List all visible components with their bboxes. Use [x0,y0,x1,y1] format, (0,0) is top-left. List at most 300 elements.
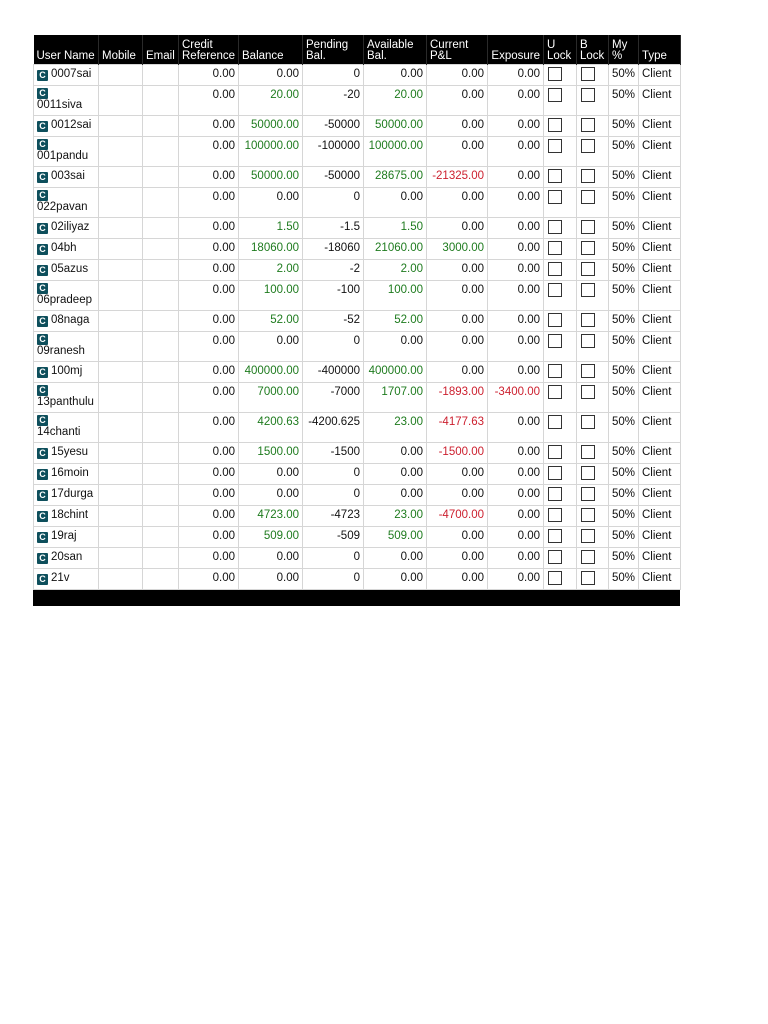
cell-user-name[interactable] [34,506,99,527]
cell-current-pl: -4177.63 [427,413,488,443]
cell-balance: 0.00 [239,188,303,218]
user-list-panel [33,35,680,606]
cell-pending-bal: -1.5 [303,218,364,239]
user-name-link[interactable]: 15yesu [51,446,89,458]
user-name-link[interactable]: 21v [51,572,70,584]
cell-exposure: 0.00 [488,281,544,311]
cell-b-lock [577,506,609,527]
user-name-link[interactable]: 18chint [51,509,89,521]
col-header-credit-reference[interactable]: Credit Reference [179,35,239,65]
cell-current-pl: -4700.00 [427,506,488,527]
u-lock-checkbox[interactable] [548,190,562,204]
b-lock-checkbox[interactable] [581,364,595,378]
cell-balance: 50000.00 [239,167,303,188]
cell-my-percent: 50% [609,218,639,239]
cell-current-pl: 0.00 [427,548,488,569]
cell-type: Client [639,167,681,188]
cell-current-pl: 0.00 [427,86,488,116]
cell-pending-bal: -7000 [303,383,364,413]
cell-type: Client [639,569,681,590]
table-row[interactable] [34,65,681,86]
user-name-link[interactable]: 003sai [51,170,85,182]
cell-current-pl: 0.00 [427,116,488,137]
cell-email [143,527,179,548]
cell-pending-bal: -20 [303,86,364,116]
cell-balance: 0.00 [239,464,303,485]
cell-exposure: 0.00 [488,260,544,281]
user-name-link[interactable]: 16moin [51,467,89,479]
cell-type: Client [639,443,681,464]
cell-email [143,260,179,281]
cell-u-lock [544,464,577,485]
cell-b-lock [577,311,609,332]
cell-available-bal: 0.00 [364,332,427,362]
col-header-u-lock[interactable]: U Lock [544,35,577,65]
cell-type: Client [639,413,681,443]
cell-balance: 52.00 [239,311,303,332]
user-name-link[interactable]: 19raj [51,530,77,542]
cell-available-bal: 0.00 [364,569,427,590]
cell-my-percent: 50% [609,332,639,362]
user-name-link[interactable]: 0012sai [51,119,92,131]
cell-credit-reference[interactable]: 0.00 [179,569,239,590]
b-lock-checkbox[interactable] [581,118,595,132]
col-header-my-percent[interactable]: My % [609,35,639,65]
cell-exposure: 0.00 [488,65,544,86]
cell-balance: 1500.00 [239,443,303,464]
cell-available-bal: 23.00 [364,413,427,443]
cell-exposure: 0.00 [488,311,544,332]
client-badge-icon: C [37,385,48,396]
table-row[interactable] [34,137,681,167]
cell-user-name[interactable] [34,116,99,137]
b-lock-checkbox[interactable] [581,88,595,102]
cell-type: Client [639,239,681,260]
cell-available-bal: 20.00 [364,86,427,116]
table-row[interactable] [34,86,681,116]
cell-user-name[interactable] [34,413,99,443]
cell-credit-reference[interactable]: 0.00 [179,281,239,311]
b-lock-checkbox[interactable] [581,550,595,564]
cell-user-name[interactable] [34,260,99,281]
user-name-link[interactable]: 06pradeep [37,294,92,306]
b-lock-checkbox[interactable] [581,571,595,585]
cell-type: Client [639,464,681,485]
client-badge-icon: C [37,70,48,81]
col-header-balance[interactable]: Balance [239,35,303,65]
cell-u-lock [544,86,577,116]
cell-balance: 100.00 [239,281,303,311]
cell-current-pl: 0.00 [427,137,488,167]
cell-user-name[interactable] [34,188,99,218]
cell-available-bal: 52.00 [364,311,427,332]
cell-available-bal: 0.00 [364,65,427,86]
cell-b-lock [577,443,609,464]
table-row[interactable] [34,239,681,260]
table-row[interactable] [34,260,681,281]
cell-my-percent: 50% [609,443,639,464]
cell-credit-reference[interactable]: 0.00 [179,218,239,239]
cell-credit-reference[interactable]: 0.00 [179,86,239,116]
b-lock-checkbox[interactable] [581,415,595,429]
cell-user-name[interactable] [34,137,99,167]
cell-credit-reference[interactable]: 0.00 [179,506,239,527]
client-badge-icon: C [37,265,48,276]
cell-available-bal: 0.00 [364,443,427,464]
user-name-link[interactable]: 13panthulu [37,396,94,408]
table-row[interactable] [34,362,681,383]
cell-pending-bal: 0 [303,569,364,590]
col-header-mobile[interactable]: Mobile [99,35,143,65]
user-name-link[interactable]: 100mj [51,365,83,377]
b-lock-checkbox[interactable] [581,385,595,399]
table-row[interactable] [34,383,681,413]
cell-available-bal: 400000.00 [364,362,427,383]
cell-balance: 7000.00 [239,383,303,413]
u-lock-checkbox[interactable] [548,508,562,522]
cell-u-lock [544,362,577,383]
cell-balance: 4200.63 [239,413,303,443]
cell-current-pl: 0.00 [427,527,488,548]
u-lock-checkbox[interactable] [548,169,562,183]
cell-current-pl: 0.00 [427,332,488,362]
col-header-email[interactable]: Email [143,35,179,65]
cell-type: Client [639,485,681,506]
cell-u-lock [544,116,577,137]
cell-my-percent: 50% [609,485,639,506]
cell-b-lock [577,383,609,413]
u-lock-checkbox[interactable] [548,241,562,255]
cell-mobile [99,362,143,383]
u-lock-checkbox[interactable] [548,385,562,399]
u-lock-checkbox[interactable] [548,139,562,153]
u-lock-checkbox[interactable] [548,283,562,297]
cell-balance: 18060.00 [239,239,303,260]
table-row[interactable] [34,332,681,362]
col-header-user-name[interactable]: User Name [34,35,99,65]
cell-mobile [99,485,143,506]
cell-credit-reference[interactable]: 0.00 [179,260,239,281]
client-badge-icon: C [37,553,48,564]
cell-my-percent: 50% [609,65,639,86]
cell-email [143,383,179,413]
u-lock-checkbox[interactable] [548,88,562,102]
cell-user-name[interactable] [34,281,99,311]
b-lock-checkbox[interactable] [581,508,595,522]
b-lock-checkbox[interactable] [581,529,595,543]
cell-exposure: 0.00 [488,116,544,137]
cell-u-lock [544,281,577,311]
cell-balance: 509.00 [239,527,303,548]
cell-email [143,167,179,188]
col-header-available-bal[interactable]: Available Bal. [364,35,427,65]
col-header-b-lock[interactable]: B Lock [577,35,609,65]
user-name-link[interactable]: 0011siva [37,99,83,111]
cell-user-name[interactable] [34,362,99,383]
cell-email [143,548,179,569]
cell-user-name[interactable] [34,311,99,332]
table-footer-bar [33,590,680,606]
user-name-link[interactable]: 0007sai [51,68,92,80]
u-lock-checkbox[interactable] [548,262,562,276]
cell-current-pl: 0.00 [427,485,488,506]
user-name-link[interactable]: 20san [51,551,83,563]
cell-user-name[interactable] [34,332,99,362]
client-badge-icon: C [37,121,48,132]
cell-pending-bal: 0 [303,548,364,569]
cell-exposure: 0.00 [488,239,544,260]
cell-credit-reference[interactable]: 0.00 [179,548,239,569]
cell-mobile [99,464,143,485]
cell-exposure: 0.00 [488,527,544,548]
table-row[interactable] [34,569,681,590]
cell-mobile [99,281,143,311]
cell-credit-reference[interactable]: 0.00 [179,65,239,86]
client-badge-icon: C [37,88,48,99]
table-row[interactable] [34,413,681,443]
table-row[interactable] [34,188,681,218]
cell-my-percent: 50% [609,86,639,116]
cell-credit-reference[interactable]: 0.00 [179,167,239,188]
cell-credit-reference[interactable]: 0.00 [179,137,239,167]
table-row[interactable] [34,443,681,464]
cell-credit-reference[interactable]: 0.00 [179,239,239,260]
cell-email [143,485,179,506]
user-name-link[interactable]: 001pandu [37,150,89,162]
b-lock-checkbox[interactable] [581,445,595,459]
b-lock-checkbox[interactable] [581,139,595,153]
table-row[interactable] [34,116,681,137]
cell-u-lock [544,218,577,239]
cell-user-name[interactable] [34,65,99,86]
cell-available-bal: 21060.00 [364,239,427,260]
cell-my-percent: 50% [609,383,639,413]
cell-type: Client [639,527,681,548]
user-name-link[interactable]: 08naga [51,314,90,326]
cell-user-name[interactable] [34,218,99,239]
u-lock-checkbox[interactable] [548,334,562,348]
cell-pending-bal: -50000 [303,167,364,188]
u-lock-checkbox[interactable] [548,67,562,81]
table-row[interactable] [34,218,681,239]
b-lock-checkbox[interactable] [581,220,595,234]
cell-available-bal: 509.00 [364,527,427,548]
cell-mobile [99,218,143,239]
b-lock-checkbox[interactable] [581,262,595,276]
u-lock-checkbox[interactable] [548,550,562,564]
cell-user-name[interactable] [34,569,99,590]
table-body [34,65,681,590]
cell-u-lock [544,548,577,569]
cell-balance: 4723.00 [239,506,303,527]
cell-my-percent: 50% [609,281,639,311]
col-header-current-pl[interactable]: Current P&L [427,35,488,65]
table-row[interactable] [34,281,681,311]
cell-pending-bal: -50000 [303,116,364,137]
cell-available-bal: 1707.00 [364,383,427,413]
table-row[interactable] [34,464,681,485]
cell-mobile [99,332,143,362]
cell-available-bal: 23.00 [364,506,427,527]
cell-available-bal: 100000.00 [364,137,427,167]
cell-my-percent: 50% [609,311,639,332]
u-lock-checkbox[interactable] [548,220,562,234]
table-row[interactable] [34,506,681,527]
cell-b-lock [577,485,609,506]
b-lock-checkbox[interactable] [581,334,595,348]
cell-credit-reference[interactable]: 0.00 [179,311,239,332]
cell-credit-reference[interactable]: 0.00 [179,116,239,137]
cell-available-bal: 0.00 [364,485,427,506]
cell-exposure: 0.00 [488,464,544,485]
u-lock-checkbox[interactable] [548,313,562,327]
cell-credit-reference[interactable]: 0.00 [179,383,239,413]
cell-balance: 0.00 [239,485,303,506]
cell-balance: 100000.00 [239,137,303,167]
user-name-link[interactable]: 02iliyaz [51,221,90,233]
table-row[interactable] [34,167,681,188]
u-lock-checkbox[interactable] [548,571,562,585]
b-lock-checkbox[interactable] [581,466,595,480]
cell-user-name[interactable] [34,86,99,116]
cell-exposure: 0.00 [488,86,544,116]
client-badge-icon: C [37,574,48,585]
cell-exposure: 0.00 [488,218,544,239]
cell-available-bal: 50000.00 [364,116,427,137]
cell-mobile [99,569,143,590]
cell-credit-reference[interactable]: 0.00 [179,527,239,548]
cell-user-name[interactable] [34,485,99,506]
cell-type: Client [639,281,681,311]
cell-b-lock [577,86,609,116]
cell-email [143,569,179,590]
cell-user-name[interactable] [34,443,99,464]
cell-email [143,65,179,86]
table-row[interactable] [34,548,681,569]
table-row[interactable] [34,485,681,506]
cell-my-percent: 50% [609,413,639,443]
cell-pending-bal: 0 [303,485,364,506]
u-lock-checkbox[interactable] [548,529,562,543]
cell-mobile [99,86,143,116]
cell-email [143,332,179,362]
cell-b-lock [577,167,609,188]
b-lock-checkbox[interactable] [581,283,595,297]
col-header-pending-bal[interactable]: Pending Bal. [303,35,364,65]
cell-type: Client [639,332,681,362]
cell-balance: 0.00 [239,548,303,569]
cell-type: Client [639,506,681,527]
cell-credit-reference[interactable]: 0.00 [179,485,239,506]
cell-balance: 1.50 [239,218,303,239]
user-name-link[interactable]: 14chanti [37,426,81,438]
cell-pending-bal: -2 [303,260,364,281]
u-lock-checkbox[interactable] [548,445,562,459]
table-row[interactable] [34,311,681,332]
cell-exposure: 0.00 [488,167,544,188]
b-lock-checkbox[interactable] [581,67,595,81]
client-badge-icon: C [37,316,48,327]
cell-email [143,413,179,443]
table-row[interactable] [34,527,681,548]
cell-my-percent: 50% [609,506,639,527]
cell-u-lock [544,260,577,281]
cell-user-name[interactable] [34,527,99,548]
cell-u-lock [544,332,577,362]
u-lock-checkbox[interactable] [548,487,562,501]
cell-mobile [99,167,143,188]
client-badge-icon: C [37,244,48,255]
b-lock-checkbox[interactable] [581,487,595,501]
u-lock-checkbox[interactable] [548,466,562,480]
user-name-link[interactable]: 05azus [51,263,89,275]
cell-credit-reference[interactable]: 0.00 [179,332,239,362]
user-name-link[interactable]: 022pavan [37,201,88,213]
cell-u-lock [544,65,577,86]
cell-mobile [99,188,143,218]
client-badge-icon: C [37,223,48,234]
cell-b-lock [577,548,609,569]
cell-b-lock [577,569,609,590]
col-header-type[interactable]: Type [639,35,681,65]
client-badge-icon: C [37,532,48,543]
cell-my-percent: 50% [609,527,639,548]
cell-user-name[interactable] [34,464,99,485]
cell-u-lock [544,485,577,506]
cell-credit-reference[interactable]: 0.00 [179,443,239,464]
b-lock-checkbox[interactable] [581,190,595,204]
cell-mobile [99,116,143,137]
cell-b-lock [577,116,609,137]
user-name-link[interactable]: 17durga [51,488,94,500]
cell-exposure: 0.00 [488,332,544,362]
col-header-exposure[interactable]: Exposure [488,35,544,65]
cell-email [143,311,179,332]
cell-type: Client [639,362,681,383]
cell-email [143,506,179,527]
cell-u-lock [544,167,577,188]
cell-type: Client [639,65,681,86]
cell-available-bal: 0.00 [364,188,427,218]
cell-available-bal: 1.50 [364,218,427,239]
cell-exposure: 0.00 [488,413,544,443]
cell-credit-reference[interactable]: 0.00 [179,464,239,485]
cell-credit-reference[interactable]: 0.00 [179,413,239,443]
b-lock-checkbox[interactable] [581,169,595,183]
u-lock-checkbox[interactable] [548,415,562,429]
u-lock-checkbox[interactable] [548,364,562,378]
cell-type: Client [639,311,681,332]
cell-pending-bal: -100000 [303,137,364,167]
u-lock-checkbox[interactable] [548,118,562,132]
cell-user-name[interactable] [34,239,99,260]
cell-user-name[interactable] [34,383,99,413]
cell-email [143,137,179,167]
cell-credit-reference[interactable]: 0.00 [179,362,239,383]
cell-exposure: 0.00 [488,569,544,590]
cell-type: Client [639,218,681,239]
user-name-link[interactable]: 04bh [51,242,77,254]
cell-user-name[interactable] [34,167,99,188]
b-lock-checkbox[interactable] [581,313,595,327]
b-lock-checkbox[interactable] [581,241,595,255]
cell-pending-bal: 0 [303,332,364,362]
cell-credit-reference[interactable]: 0.00 [179,188,239,218]
user-name-link[interactable]: 09ranesh [37,345,85,357]
cell-current-pl: 3000.00 [427,239,488,260]
cell-available-bal: 100.00 [364,281,427,311]
cell-user-name[interactable] [34,548,99,569]
